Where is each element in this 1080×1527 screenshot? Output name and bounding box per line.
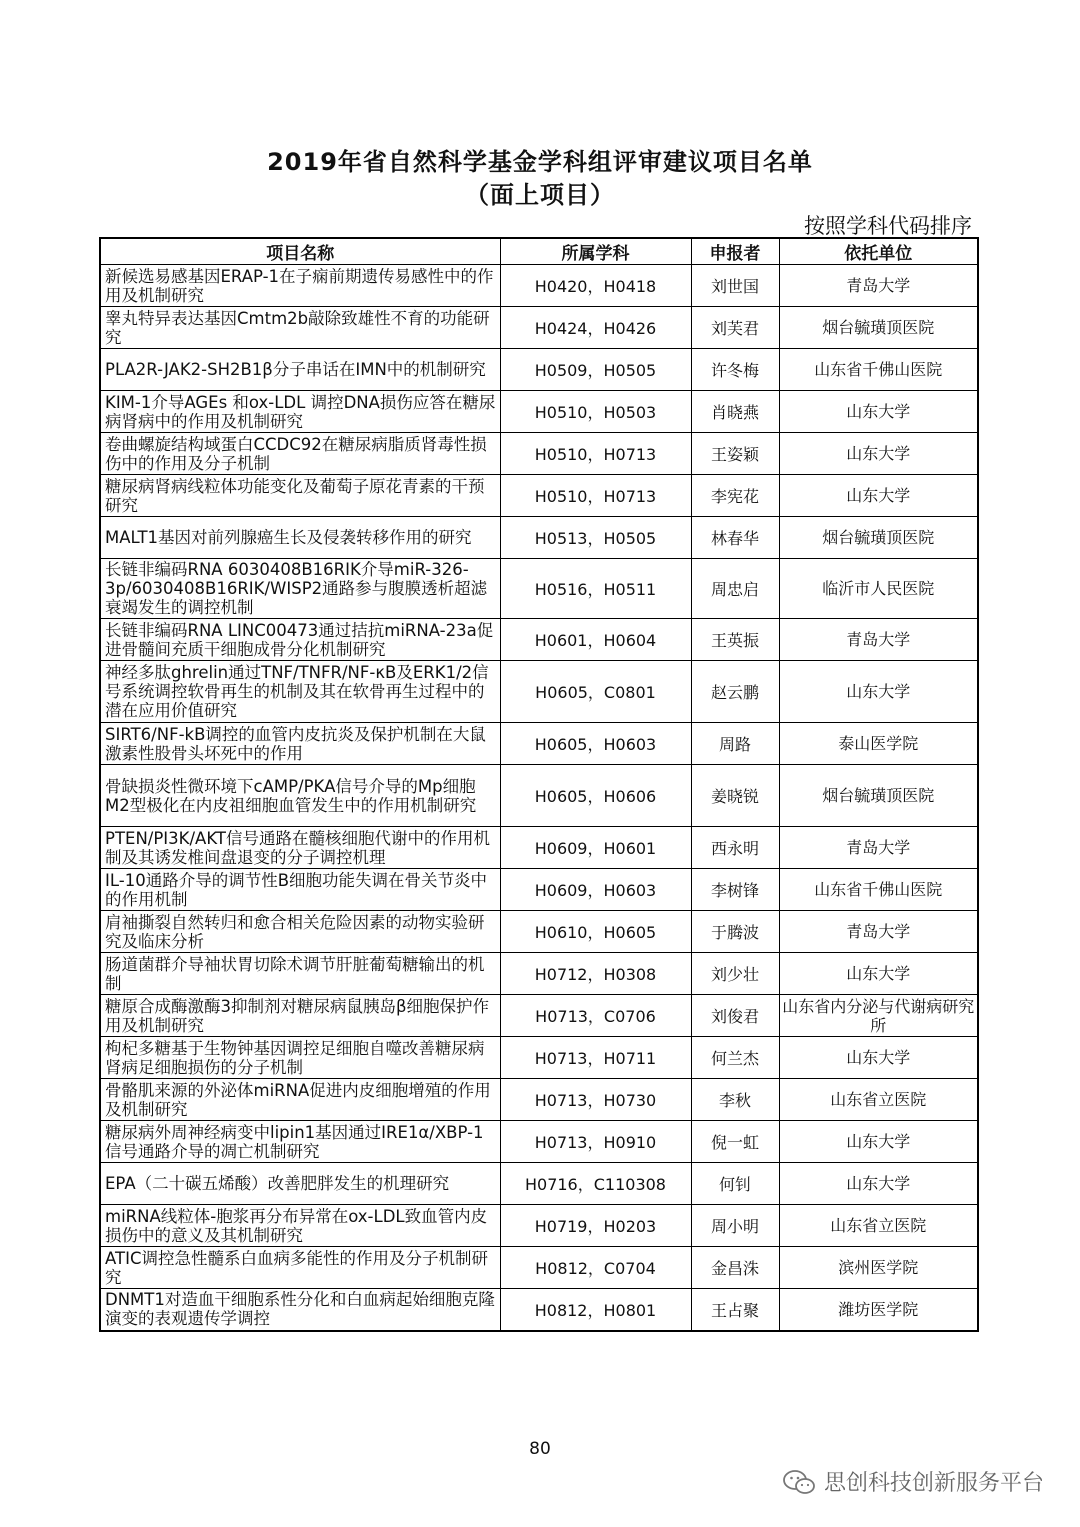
- cell-subject: H0605，H0606: [500, 765, 691, 827]
- table-row: [100, 765, 978, 827]
- table-row: [100, 391, 978, 433]
- table-row: [100, 265, 978, 307]
- sort-note: 按照学科代码排序: [804, 214, 972, 238]
- cell-project-name: 糖尿病外周神经病变中lipin1基因通过IRE1α/XBP-1信号通路介导的凋亡机制研究: [100, 1121, 500, 1163]
- cell-subject: H0510，H0713: [500, 475, 691, 517]
- cell-applicant: 肖晓燕: [691, 391, 779, 433]
- header-subject: 所属学科: [500, 238, 691, 265]
- cell-subject: H0609，H0601: [500, 827, 691, 869]
- table-row: [100, 1121, 978, 1163]
- cell-organization: 泰山医学院: [779, 723, 978, 765]
- header-organization: 依托单位: [779, 238, 978, 265]
- cell-applicant: 李宪花: [691, 475, 779, 517]
- cell-organization: 山东省千佛山医院: [779, 349, 978, 391]
- cell-project-name: 骨骼肌来源的外泌体miRNA促进内皮细胞增殖的作用及机制研究: [100, 1079, 500, 1121]
- document-subtitle: （面上项目）: [465, 181, 615, 209]
- cell-organization: 山东大学: [779, 1163, 978, 1205]
- cell-project-name: 新候选易感基因ERAP-1在子痫前期遗传易感性中的作用及机制研究: [100, 265, 500, 307]
- table-row: [100, 1289, 978, 1331]
- table-row: [100, 433, 978, 475]
- cell-subject: H0812，C0704: [500, 1247, 691, 1289]
- table-row: [100, 1205, 978, 1247]
- cell-applicant: 王占聚: [691, 1289, 779, 1331]
- cell-project-name: 肠道菌群介导袖状胃切除术调节肝脏葡萄糖输出的机制: [100, 953, 500, 995]
- cell-applicant: 刘芙君: [691, 307, 779, 349]
- cell-subject: H0516，H0511: [500, 559, 691, 619]
- page-number: 80: [529, 1439, 551, 1459]
- table-row: [100, 1163, 978, 1205]
- project-table: [99, 237, 979, 1332]
- cell-project-name: 卷曲螺旋结构域蛋白CCDC92在糖尿病脂质肾毒性损伤中的作用及分子机制: [100, 433, 500, 475]
- table-header-row: [100, 238, 978, 265]
- cell-organization: 山东大学: [779, 661, 978, 723]
- cell-project-name: KIM-1介导AGEs 和ox-LDL 调控DNA损伤应答在糖尿病肾病中的作用及机制研究: [100, 391, 500, 433]
- header-applicant: 申报者: [691, 238, 779, 265]
- cell-subject: H0713，C0706: [500, 995, 691, 1037]
- cell-applicant: 许冬梅: [691, 349, 779, 391]
- table-row: [100, 661, 978, 723]
- cell-applicant: 倪一虹: [691, 1121, 779, 1163]
- table-row: [100, 619, 978, 661]
- table-row: [100, 517, 978, 559]
- table-row: [100, 723, 978, 765]
- cell-subject: H0713，H0730: [500, 1079, 691, 1121]
- table-row: [100, 1247, 978, 1289]
- cell-subject: H0510，H0713: [500, 433, 691, 475]
- cell-subject: H0713，H0711: [500, 1037, 691, 1079]
- footer-text: 思创科技创新服务平台: [823, 1471, 1044, 1496]
- cell-subject: H0420，H0418: [500, 265, 691, 307]
- wechat-icon: [782, 1469, 816, 1495]
- cell-subject: H0601，H0604: [500, 619, 691, 661]
- table-row: [100, 911, 978, 953]
- cell-project-name: miRNA线粒体-胞浆再分布异常在ox-LDL致血管内皮损伤中的意义及其机制研究: [100, 1205, 500, 1247]
- cell-organization: 青岛大学: [779, 265, 978, 307]
- cell-organization: 山东大学: [779, 391, 978, 433]
- cell-applicant: 姜晓锐: [691, 765, 779, 827]
- document-title: 2019年省自然科学基金学科组评审建议项目名单: [267, 148, 813, 176]
- cell-organization: 青岛大学: [779, 827, 978, 869]
- table-row: [100, 1079, 978, 1121]
- table-row: [100, 475, 978, 517]
- table-row: [100, 1037, 978, 1079]
- cell-organization: 山东大学: [779, 953, 978, 995]
- cell-applicant: 刘少壮: [691, 953, 779, 995]
- cell-applicant: 林春华: [691, 517, 779, 559]
- cell-project-name: SIRT6/NF-kB调控的血管内皮抗炎及保护机制在大鼠激素性股骨头坏死中的作用: [100, 723, 500, 765]
- cell-subject: H0509，H0505: [500, 349, 691, 391]
- cell-applicant: 于腾波: [691, 911, 779, 953]
- cell-project-name: ATIC调控急性髓系白血病多能性的作用及分子机制研究: [100, 1247, 500, 1289]
- cell-project-name: 枸杞多糖基于生物钟基因调控足细胞自噬改善糖尿病肾病足细胞损伤的分子机制: [100, 1037, 500, 1079]
- cell-organization: 山东省内分泌与代谢病研究所: [779, 995, 978, 1037]
- cell-applicant: 刘世国: [691, 265, 779, 307]
- cell-subject: H0712，H0308: [500, 953, 691, 995]
- cell-applicant: 周路: [691, 723, 779, 765]
- cell-subject: H0605，C0801: [500, 661, 691, 723]
- cell-project-name: 糖原合成酶激酶3抑制剂对糖尿病鼠胰岛β细胞保护作用及机制研究: [100, 995, 500, 1037]
- cell-project-name: 睾丸特异表达基因Cmtm2b敲除致雄性不育的功能研究: [100, 307, 500, 349]
- cell-organization: 临沂市人民医院: [779, 559, 978, 619]
- cell-project-name: 骨缺损炎性微环境下cAMP/PKA信号介导的Mp细胞M2型极化在内皮祖细胞血管发生中的作用机制研究: [100, 765, 500, 827]
- table-row: [100, 559, 978, 619]
- table-row: [100, 869, 978, 911]
- cell-applicant: 李树锋: [691, 869, 779, 911]
- cell-subject: H0609，H0603: [500, 869, 691, 911]
- cell-applicant: 何兰杰: [691, 1037, 779, 1079]
- cell-organization: 烟台毓璜顶医院: [779, 765, 978, 827]
- cell-project-name: 肩袖撕裂自然转归和愈合相关危险因素的动物实验研究及临床分析: [100, 911, 500, 953]
- cell-organization: 山东省立医院: [779, 1079, 978, 1121]
- cell-organization: 山东省千佛山医院: [779, 869, 978, 911]
- cell-applicant: 刘俊君: [691, 995, 779, 1037]
- cell-organization: 青岛大学: [779, 911, 978, 953]
- cell-project-name: MALT1基因对前列腺癌生长及侵袭转移作用的研究: [100, 517, 500, 559]
- cell-subject: H0716，C110308: [500, 1163, 691, 1205]
- cell-applicant: 李秋: [691, 1079, 779, 1121]
- cell-organization: 烟台毓璜顶医院: [779, 517, 978, 559]
- cell-subject: H0605，H0603: [500, 723, 691, 765]
- cell-applicant: 周忠启: [691, 559, 779, 619]
- cell-organization: 山东大学: [779, 433, 978, 475]
- cell-organization: 山东省立医院: [779, 1205, 978, 1247]
- cell-organization: 山东大学: [779, 1121, 978, 1163]
- cell-project-name: PLA2R-JAK2-SH2B1β分子串话在IMN中的机制研究: [100, 349, 500, 391]
- cell-subject: H0510，H0503: [500, 391, 691, 433]
- cell-organization: 潍坊医学院: [779, 1289, 978, 1331]
- table-row: [100, 307, 978, 349]
- cell-project-name: PTEN/PI3K/AKT信号通路在髓核细胞代谢中的作用机制及其诱发椎间盘退变的分子调控机理: [100, 827, 500, 869]
- cell-subject: H0713，H0910: [500, 1121, 691, 1163]
- cell-subject: H0610，H0605: [500, 911, 691, 953]
- cell-organization: 山东大学: [779, 1037, 978, 1079]
- cell-project-name: 长链非编码RNA LINC00473通过拮抗miRNA-23a促进骨髓间充质干细胞成骨分化机制研究: [100, 619, 500, 661]
- cell-subject: H0719，H0203: [500, 1205, 691, 1247]
- cell-applicant: 王姿颖: [691, 433, 779, 475]
- cell-project-name: EPA（二十碳五烯酸）改善肥胖发生的机理研究: [100, 1163, 500, 1205]
- cell-project-name: 糖尿病肾病线粒体功能变化及葡萄子原花青素的干预研究: [100, 475, 500, 517]
- cell-applicant: 周小明: [691, 1205, 779, 1247]
- table-row: [100, 827, 978, 869]
- cell-project-name: 神经多肽ghrelin通过TNF/TNFR/NF-κB及ERK1/2信号系统调控软骨再生的机制及其在软骨再生过程中的潜在应用价值研究: [100, 661, 500, 723]
- table-row: [100, 995, 978, 1037]
- cell-applicant: 金昌洙: [691, 1247, 779, 1289]
- cell-project-name: DNMT1对造血干细胞系性分化和白血病起始细胞克隆演变的表观遗传学调控: [100, 1289, 500, 1331]
- table-row: [100, 349, 978, 391]
- cell-subject: H0812，H0801: [500, 1289, 691, 1331]
- header-project-name: 项目名称: [100, 238, 500, 265]
- cell-applicant: 赵云鹏: [691, 661, 779, 723]
- cell-project-name: 长链非编码RNA 6030408B16RIK介导miR-326-3p/6030408B16RIK/WISP2通路参与腹膜透析超滤衰竭发生的调控机制: [100, 559, 500, 619]
- table-row: [100, 953, 978, 995]
- cell-organization: 烟台毓璜顶医院: [779, 307, 978, 349]
- cell-subject: H0424，H0426: [500, 307, 691, 349]
- cell-applicant: 何钊: [691, 1163, 779, 1205]
- cell-subject: H0513，H0505: [500, 517, 691, 559]
- cell-applicant: 王英振: [691, 619, 779, 661]
- cell-organization: 山东大学: [779, 475, 978, 517]
- footer-watermark: [782, 1466, 1044, 1497]
- cell-project-name: IL-10通路介导的调节性B细胞功能失调在骨关节炎中的作用机制: [100, 869, 500, 911]
- cell-applicant: 西永明: [691, 827, 779, 869]
- cell-organization: 青岛大学: [779, 619, 978, 661]
- cell-organization: 滨州医学院: [779, 1247, 978, 1289]
